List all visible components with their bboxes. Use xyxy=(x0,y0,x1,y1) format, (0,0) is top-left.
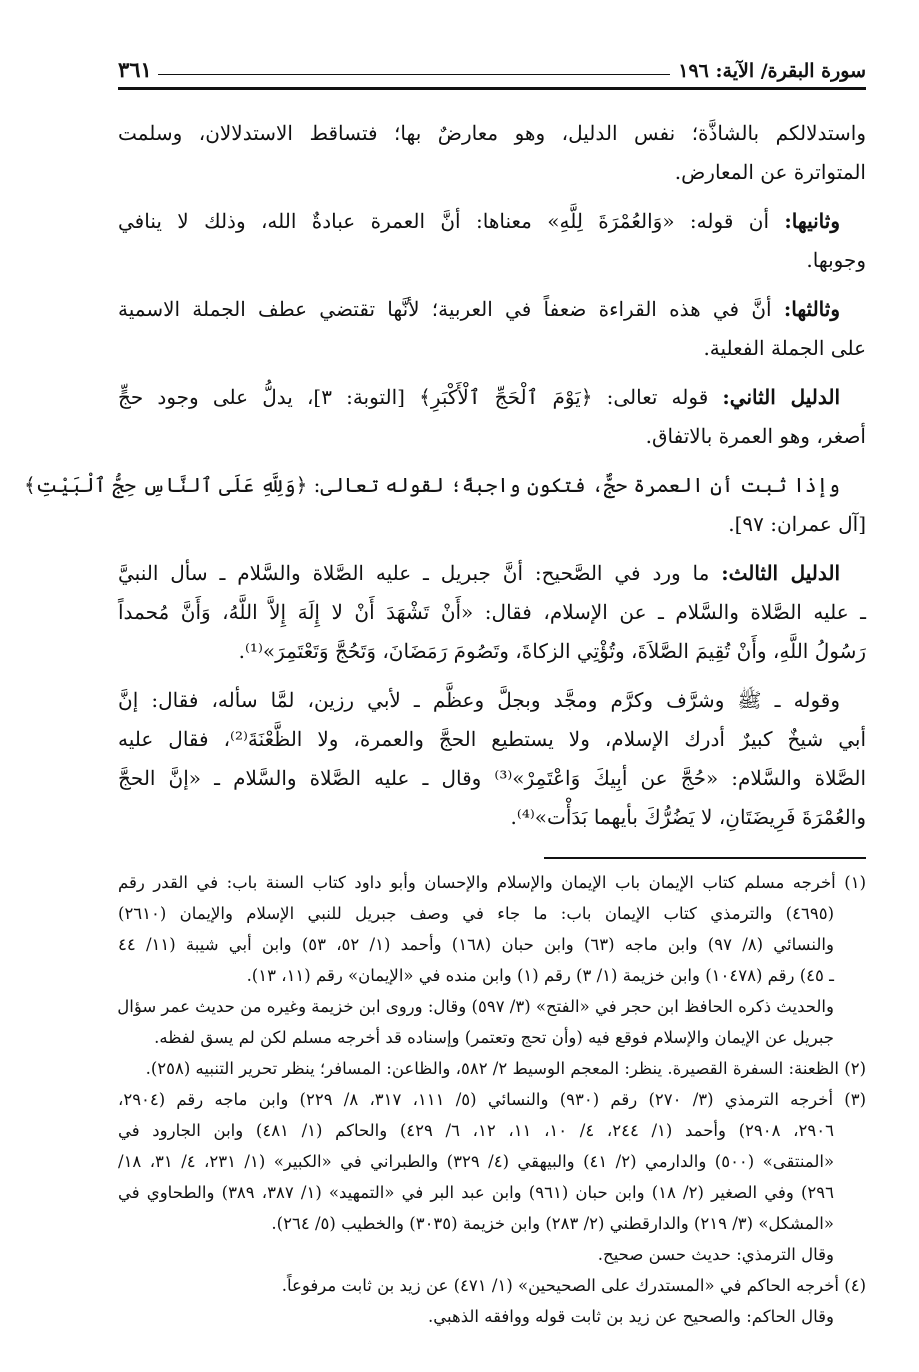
footnote-separator xyxy=(544,857,866,859)
text-line xyxy=(118,241,866,280)
line-text: رَسُولُ اللَّهِ، وأَنْ تُقِيمَ الصَّلاَةَ، وتُؤْتِي الزكاةَ، وتَصُومَ رَمَضَانَ، وَتَحُجَّ وَتَعْتَمِرَ»⁽¹⁾. xyxy=(238,639,866,663)
text-line xyxy=(118,593,866,632)
line-text: أصغر، وهو العمرة بالاتفاق. xyxy=(645,424,866,448)
footnote xyxy=(118,1239,866,1270)
line-text: واستدلالكم بالشاذَّة؛ نفس الدليل، وهو معارضٌ بها؛ فتساقط الاستدلالان، وسلمت xyxy=(118,121,866,145)
paragraph xyxy=(118,290,866,368)
footnote-line: وقال الحاكم: والصحيح عن زيد بن ثابت قوله ووافقه الذهبي. xyxy=(428,1307,834,1326)
text-line xyxy=(24,466,866,505)
line-text: أبي شيخٌ كبيرٌ أدرك الإسلام، ولا يستطيع الحجَّ والعمرة، ولا الظَّعْنَةَ⁽²⁾، فقال عليه xyxy=(118,727,866,751)
text-line xyxy=(118,681,866,720)
line-text: أنَّ في هذه القراءة ضعفاً في العربية؛ لأنَّها تقتضي عطف الجملة الاسمية xyxy=(118,297,784,321)
footnote-line: ٢٩٠٦، ٢٩٠٨) وأحمد (١/ ٢٤٤، ٤/ ١٠، ١١، ١٢، ٦/ ٤٢٩) والحاكم (١/ ٤٨١) وابن الجارود في xyxy=(118,1121,834,1140)
chapter-title: سورة البقرة/ الآية: ١٩٦ xyxy=(678,60,866,82)
line-text: والعُمْرَةَ فَرِيضَتَانِ، لا يَضُرُّكَ بأيهما بَدَأْت»⁽⁴⁾. xyxy=(510,805,866,829)
paragraph xyxy=(24,466,866,544)
footnote-line: والنسائي (٨/ ٩٧) وابن ماجه (٦٣) وابن حبان (١٦٨) وأحمد (١/ ٥٢، ٥٣) وابن أبي شيبة (١١/ ٤٤ xyxy=(118,935,834,954)
footnote-line: (٢) الظعنة: السفرة القصيرة. ينظر: المعجم الوسيط ٢/ ٥٨٢، والظاعن: المسافر؛ ينظر تحرير التنبيه (٢٥٨). xyxy=(145,1059,866,1078)
paragraph-lead: وثالثها: xyxy=(783,297,840,321)
footnote-line: وقال الترمذي: حديث حسن صحيح. xyxy=(597,1245,834,1264)
paragraph-lead: الدليل الثالث: xyxy=(721,561,841,585)
footnote xyxy=(118,1084,866,1239)
main-text xyxy=(24,114,866,837)
text-line xyxy=(118,114,866,153)
footnote xyxy=(118,1301,866,1332)
running-header xyxy=(118,50,866,82)
footnotes xyxy=(118,867,866,1332)
line-text: وإذا ثبت أن العمرة حجٌّ، فتكون واجبةً؛ لقوله تعالى: ﴿وَلِلَّهِ عَلَى ٱلنَّاسِ حِجُّ ٱلْبَيْتِ﴾ xyxy=(24,473,840,497)
paragraph xyxy=(118,554,866,671)
footnote xyxy=(118,991,866,1053)
line-text: على الجملة الفعلية. xyxy=(703,336,866,360)
text-line xyxy=(118,554,866,593)
footnote-line: «المشكل» (٣/ ٢١٩) والدارقطني (٢/ ٢٨٣) وابن خزيمة (٣٠٣٥) والخطيب (٥/ ٢٦٤). xyxy=(271,1214,834,1233)
footnote-line: والحديث ذكره الحافظ ابن حجر في «الفتح» (٣/ ٥٩٧) وقال: وروى ابن خزيمة وغيره من حديث عمر سؤال xyxy=(117,997,834,1016)
footnote-line: (٣) أخرجه الترمذي (٣/ ٢٧٠) رقم (٩٣٠) والنسائي (٥/ ١١١، ٣١٧، ٨/ ٢٢٩) وابن ماجه رقم (٢٩٠٤، xyxy=(118,1090,867,1109)
text-line xyxy=(118,290,866,329)
footnote-line: ـ ٤٥) رقم (١٠٤٧٨) وابن خزيمة (١/ ٣) رقم (١) وابن منده في «الإيمان» رقم (١١، ١٣). xyxy=(246,966,834,985)
text-line xyxy=(118,329,866,368)
paragraph xyxy=(118,378,866,456)
footnote-line: (٤) أخرجه الحاكم في «المستدرك على الصحيحين» (١/ ٤٧١) عن زيد بن ثابت مرفوعاً. xyxy=(281,1276,866,1295)
text-line xyxy=(118,153,866,192)
text-line xyxy=(118,378,866,417)
text-line xyxy=(118,505,866,544)
footnote-line: ٢٩٦) وفي الصغير (٢/ ١٨) وابن حبان (٩٦١) وابن عبد البر في «التمهيد» (١/ ٣٨٧، ٣٨٩) والطحاوي في xyxy=(118,1183,834,1202)
header-line xyxy=(158,74,670,75)
text-line xyxy=(118,632,866,671)
book-page xyxy=(24,50,867,1332)
footnote xyxy=(118,1053,866,1084)
line-text: المتواترة عن المعارض. xyxy=(674,160,866,184)
line-text: [آل عمران: ٩٧]. xyxy=(728,512,866,536)
footnote xyxy=(118,867,866,991)
footnote-line: (٤٦٩٥) والترمذي كتاب الإيمان باب: ما جاء في وصف جبريل للنبي الإسلام والإيمان (٢٦١٠) xyxy=(118,904,834,923)
paragraph xyxy=(118,681,866,837)
page-number: ٣٦١ xyxy=(118,57,152,82)
text-line xyxy=(118,417,866,456)
paragraph-lead: وثانيها: xyxy=(784,209,840,233)
line-text: ما ورد في الصَّحيح: أنَّ جبريل ـ عليه الصَّلاة والسَّلام ـ سأل النبيَّ xyxy=(118,561,722,585)
line-text: وقوله ـ ﷺ وشرَّف وكرَّم ومجَّد وبجلَّ وعظَّم ـ لأبي رزين، لمَّا سأله، فقال: إنَّ xyxy=(118,688,840,712)
line-text: أن قوله: «وَالعُمْرَةَ لِلَّهِ» معناها: أنَّ العمرة عبادةٌ الله، وذلك لا ينافي xyxy=(118,209,785,233)
text-line xyxy=(118,798,866,837)
footnote-line: (١) أخرجه مسلم كتاب الإيمان باب الإيمان والإسلام والإحسان وأبو داود كتاب السنة باب: في القدر رقم xyxy=(118,873,866,892)
line-text: الصَّلاة والسَّلام: «حُجَّ عن أبِيكَ وَاعْتَمِرْ»⁽³⁾ وقال ـ عليه الصَّلاة والسَّلام ـ «إنَّ الحجَّ xyxy=(118,766,866,790)
text-line xyxy=(118,202,866,241)
text-line xyxy=(118,759,866,798)
line-text: وجوبها. xyxy=(806,248,866,272)
paragraph xyxy=(118,202,866,280)
paragraph-lead: الدليل الثاني: xyxy=(722,385,840,409)
paragraph xyxy=(118,114,866,192)
header-rule xyxy=(118,87,866,90)
text-line xyxy=(118,720,866,759)
footnote-line: «المنتقى» (٥٠٠) والدارمي (٢/ ٤١) والبيهقي (٤/ ٣٢٩) والطبراني في «الكبير» (١/ ٢٣١، ٤/ ٣١، ١٨/ xyxy=(118,1152,835,1171)
line-text: ـ عليه الصَّلاة والسَّلام ـ عن الإسلام، فقال: «أَنْ تَشْهَدَ أَنْ لا إِلَهَ إِلاَّ اللَّهُ، وَأَنَّ مُحمداً xyxy=(118,600,866,624)
footnote-line: جبريل عن الإيمان والإسلام فوقع فيه (وأن تحج وتعتمر) وإسناده قد أخرجه مسلم لكن لم يسق لفظه. xyxy=(154,1028,834,1047)
line-text: قوله تعالى: ﴿يَوْمَ ٱلْحَجِّ ٱلْأَكْبَرِ﴾ [التوبة: ٣]، يدلُّ على وجود حجٍّ xyxy=(118,385,723,409)
footnote xyxy=(118,1270,866,1301)
